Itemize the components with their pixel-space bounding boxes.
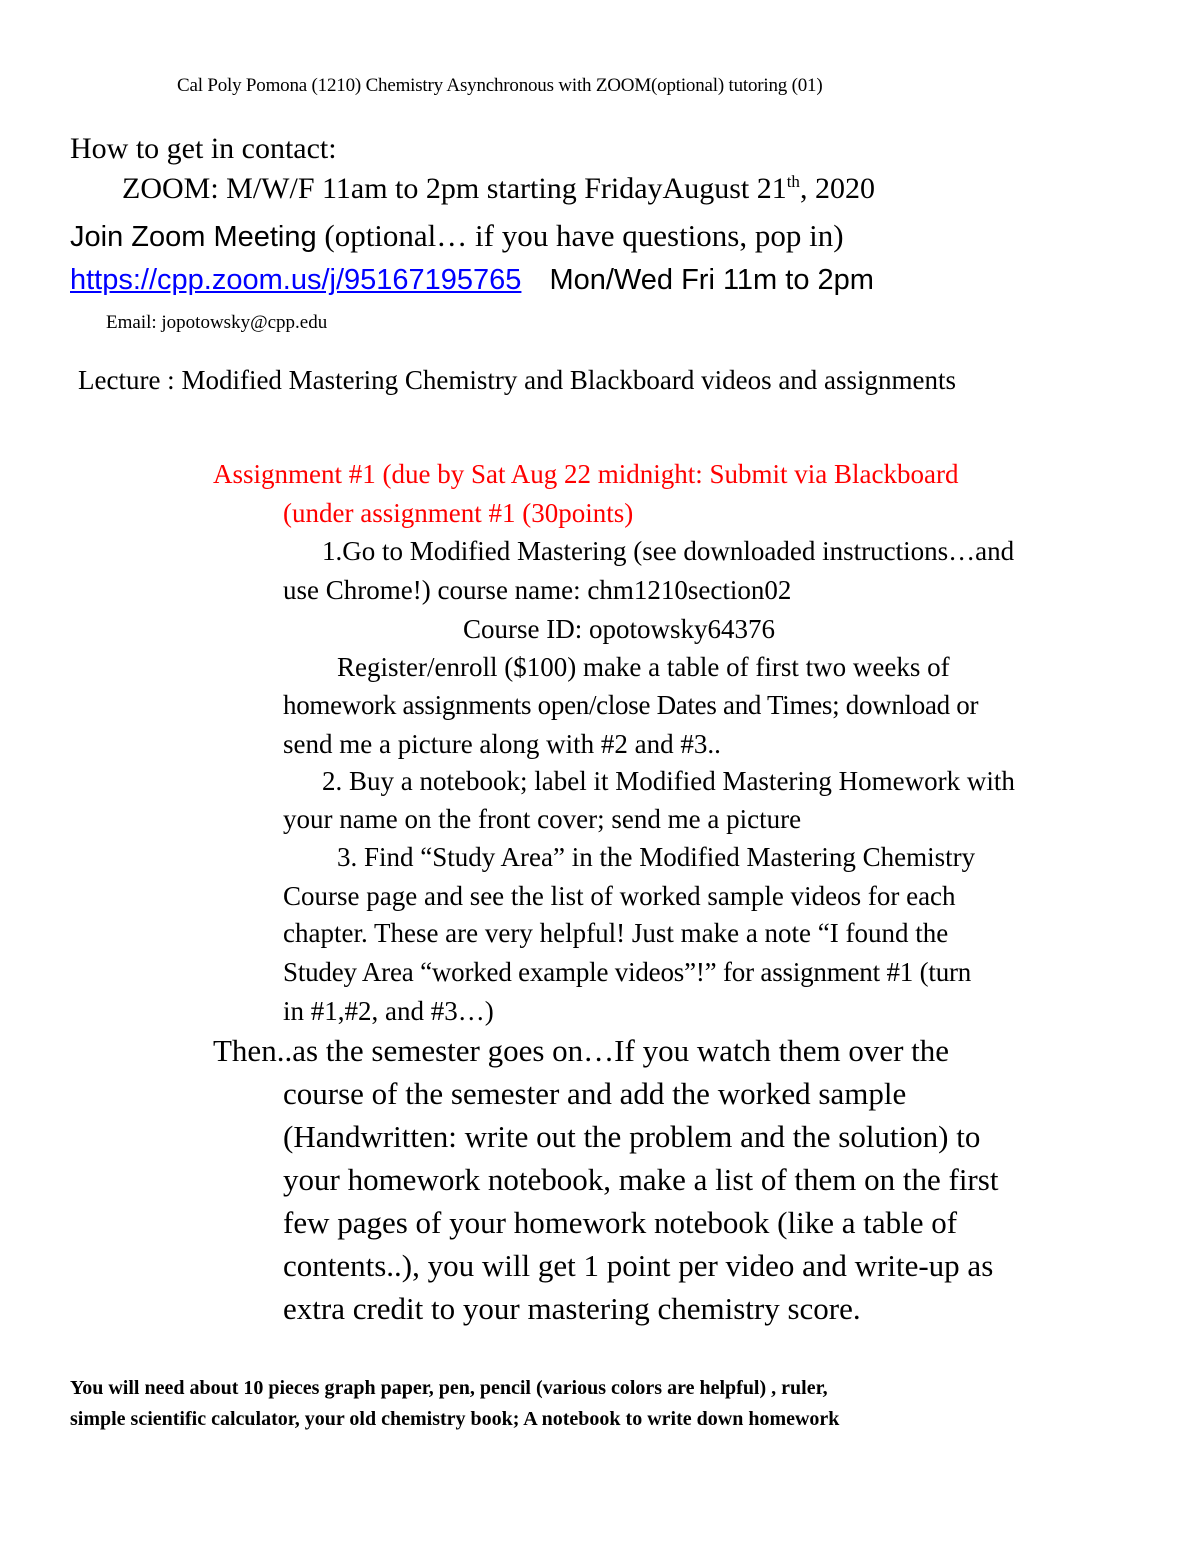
extra-credit-line: your homework notebook, make a list of them on the first (283, 1162, 999, 1197)
zoom-hours-text: ZOOM: M/W/F 11am to 2pm starting FridayAugust 21 (122, 172, 787, 205)
zoom-link-line (70, 264, 874, 297)
extra-credit-line: Then..as the semester goes on…If you watch them over the (213, 1033, 950, 1068)
zoom-link-schedule: Mon/Wed Fri 11m to 2pm (549, 264, 874, 296)
extra-credit-line: contents..), you will get 1 point per video and write-up as (283, 1248, 994, 1283)
assignment-title-cont: (under assignment #1 (30points) (283, 498, 634, 528)
zoom-meeting-link[interactable]: https://cpp.zoom.us/j/95167195765 (70, 264, 522, 296)
email-line: Email: jopotowsky@cpp.edu (106, 312, 328, 333)
assignment-line: Studey Area “worked example videos”!” for assignment #1 (turn (283, 957, 972, 987)
extra-credit-line: (Handwritten: write out the problem and the solution) to (283, 1119, 981, 1154)
assignment-line: chapter. These are very helpful! Just make a note “I found the (283, 918, 949, 948)
join-zoom-line (70, 218, 844, 254)
assignment-line: 3. Find “Study Area” in the Modified Mastering Chemistry (337, 842, 976, 872)
assignment-line: Register/enroll ($100) make a table of first two weeks of (337, 652, 950, 682)
assignment-title: Assignment #1 (due by Sat Aug 22 midnight: Submit via Blackboard (213, 459, 959, 489)
zoom-hours-year: , 2020 (799, 172, 875, 205)
assignment-line: in #1,#2, and #3…) (283, 996, 494, 1026)
assignment-line: Course ID: opotowsky64376 (463, 614, 775, 644)
extra-credit-line: few pages of your homework notebook (like a table of (283, 1205, 958, 1240)
zoom-hours (122, 172, 875, 206)
assignment-line: send me a picture along with #2 and #3.. (283, 729, 721, 759)
join-zoom-label: Join Zoom Meeting (70, 221, 317, 253)
extra-credit-line: extra credit to your mastering chemistry score. (283, 1291, 861, 1326)
extra-credit-line: course of the semester and add the worked sample (283, 1076, 907, 1111)
supplies-line: You will need about 10 pieces graph paper, pen, pencil (various colors are helpful) , ruler, (70, 1377, 828, 1399)
lecture-line: Lecture : Modified Mastering Chemistry and Blackboard videos and assignments (78, 365, 957, 395)
zoom-hours-sup: th (786, 172, 800, 191)
assignment-line: Course page and see the list of worked sample videos for each (283, 881, 956, 911)
assignment-line: 2. Buy a notebook; label it Modified Mastering Homework with (322, 766, 1015, 796)
supplies-line: simple scientific calculator, your old chemistry book; A notebook to write down homework (70, 1408, 840, 1430)
page-title: Cal Poly Pomona (1210) Chemistry Asynchronous with ZOOM(optional) tutoring (01) (177, 75, 823, 96)
contact-heading: How to get in contact: (70, 132, 337, 165)
assignment-line: 1.Go to Modified Mastering (see downloaded instructions…and (322, 536, 1015, 566)
join-zoom-note: (optional… if you have questions, pop in) (316, 218, 844, 253)
assignment-line: your name on the front cover; send me a picture (283, 804, 802, 834)
assignment-line: use Chrome!) course name: chm1210section02 (283, 575, 792, 605)
assignment-line: homework assignments open/close Dates and Times; download or (283, 690, 979, 720)
